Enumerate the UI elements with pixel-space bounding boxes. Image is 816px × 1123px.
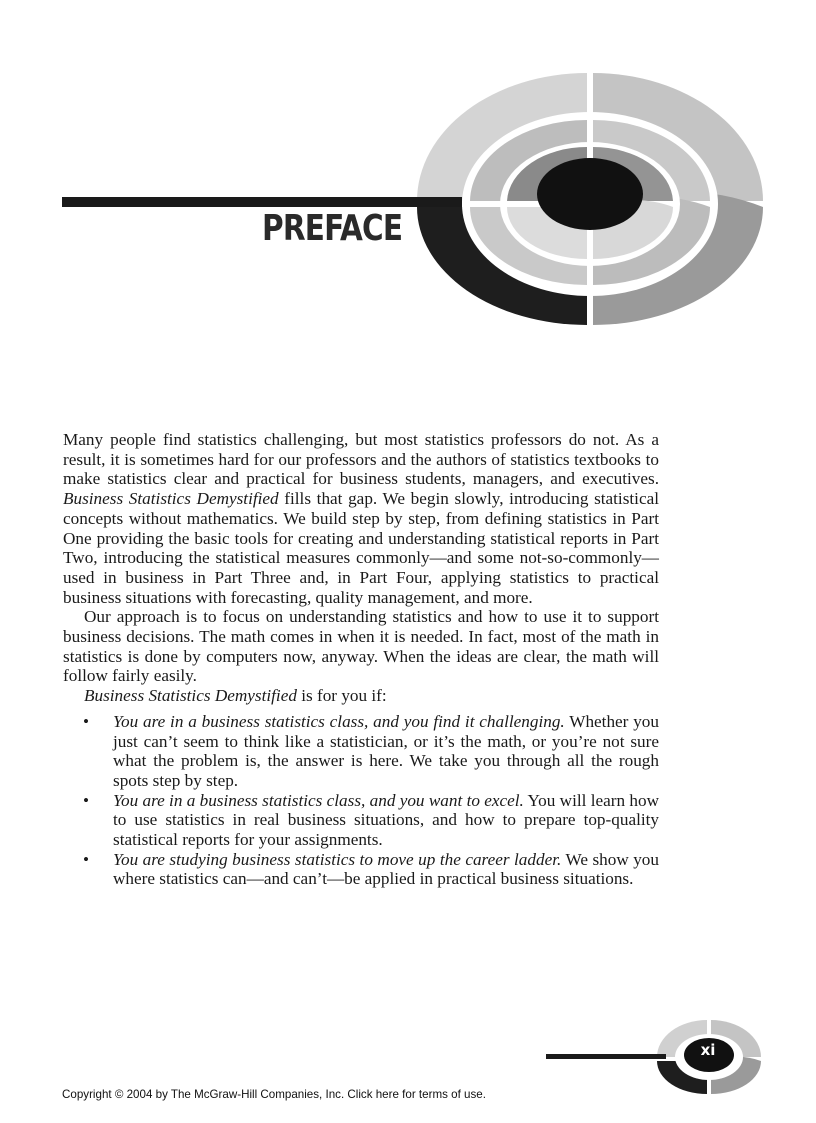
page-number: xi <box>700 1041 716 1059</box>
paragraph-approach: Our approach is to focus on understanding statistics and how to use it to support business decisions. The math comes in when it is needed. In fact, most of the math in statistics is done by computers now, anyway. When the ideas are clear, the math will follow fairly easily. <box>63 607 659 686</box>
list-item: • You are in a business statistics class, and you find it challenging. Whether you just can’t seem to think like a statistician, or it’s the math, or you’re not sure what the problem is, the answer is here. We take you through all the rough spots step by step. <box>113 712 659 791</box>
list-item: • You are in a business statistics class, and you want to excel. You will learn how to use statistics in real business situations, and how to prepare top-quality statistical reports for your assignments. <box>113 791 659 850</box>
list-item: • You are studying business statistics to move up the career ladder. We show you where statistics can—and can’t—be applied in practical business situations. <box>113 850 659 889</box>
paragraph-intro: Many people find statistics challenging, but most statistics professors do not. As a result, it is sometimes hard for our professors and the authors of statistics textbooks to make statistics clear and practical for business students, managers, and executives. Business Statistics Demystified fills that gap. We begin slowly, introducing statistical concepts without mathematics. We build step by step, from defining statistics in Part One providing the basic tools for creating and understanding statistical reports in Part Two, introducing the statistical measures commonly—and some not-so-commonly—used in business in Part Three and, in Part Four, applying statistics to practical business situations with forecasting, quality management, and more. <box>63 430 659 607</box>
copyright-notice[interactable]: Copyright © 2004 by The McGraw-Hill Companies, Inc. Click here for terms of use. <box>62 1088 486 1101</box>
paragraph-for-you: Business Statistics Demystified is for you if: <box>84 686 387 706</box>
footer-rule <box>546 1054 666 1059</box>
page-title: PREFACE <box>262 208 403 249</box>
